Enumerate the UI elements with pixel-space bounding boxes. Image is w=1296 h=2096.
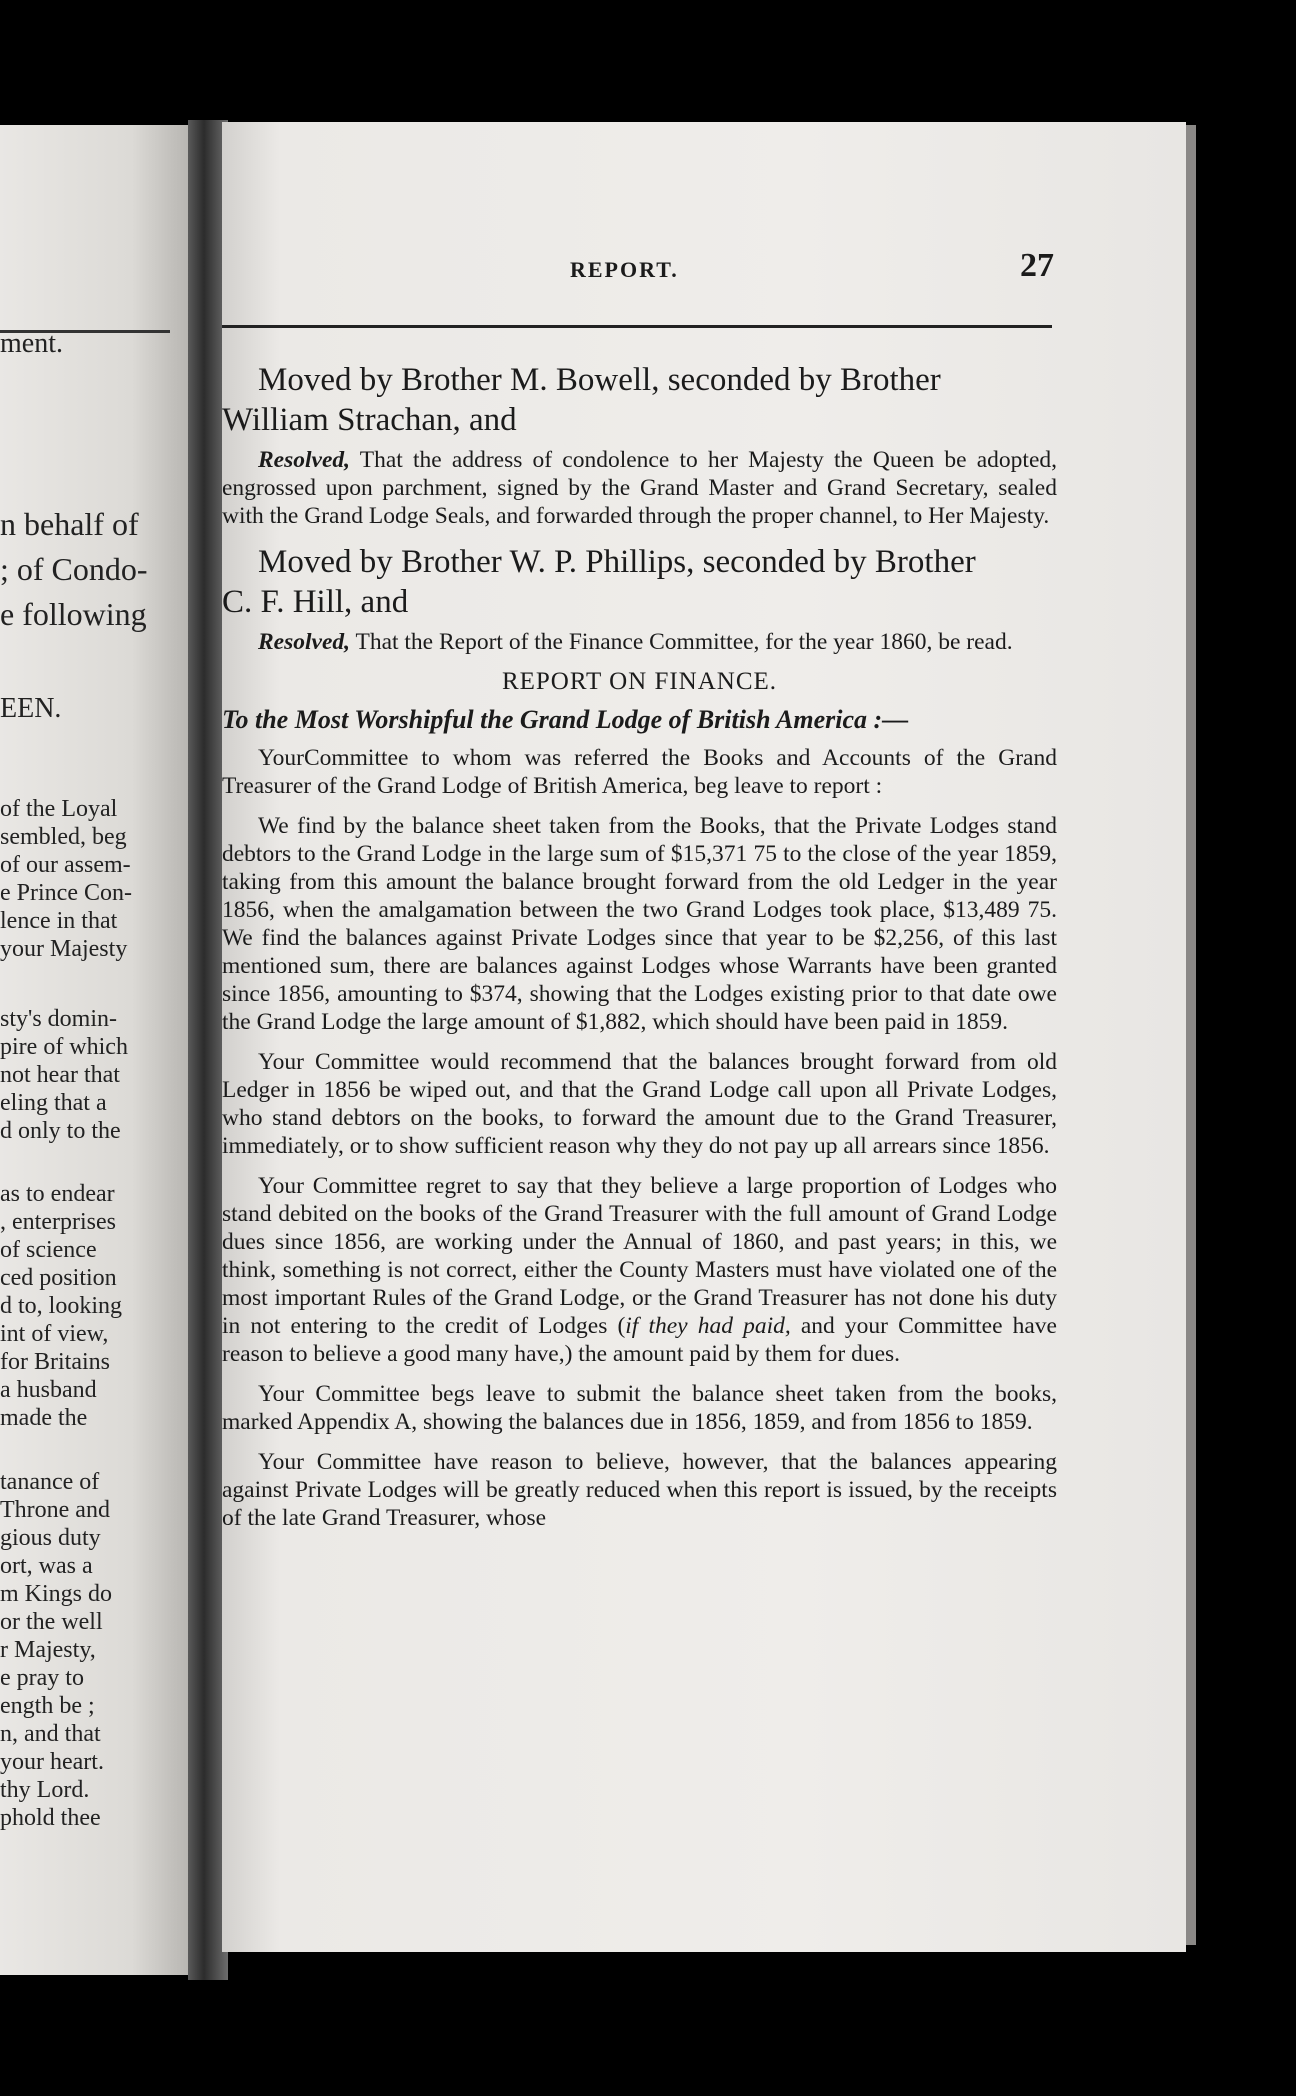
resolution-1-label: Resolved, [258, 447, 351, 473]
left-page-line: n, and that [0, 1721, 101, 1747]
motion-2 [222, 542, 1057, 622]
report-address: To the Most Worshipful the Grand Lodge of British America :— [222, 705, 909, 734]
left-page-line: your heart. [0, 1749, 104, 1775]
motion-2-line-1: Moved by Brother W. P. Phillips, seconded by Brother [258, 544, 976, 580]
left-page-line: sembled, beg [0, 824, 127, 850]
left-page-line: made the [0, 1405, 88, 1431]
paragraph-2: We find by the balance sheet taken from the Books, that the Private Lodges stand debtors to the Grand Lodge in the large sum of $15,371 75 to the close of the year 1859, taking from this amount the balance brought forward from the old Ledger in the year 1856, when the amalgamation between the two Grand Lodges took place, $13,489 75. We find the balances against Private Lodges since that year to be $2,256, of this last mentioned sum, there are balances against Lodges whose Warrants have been granted since 1856, amounting to $374, showing that the Lodges existing prior to that date owe the Grand Lodge the large amount of $1,882, which should have been paid in 1859. [222, 813, 1057, 1035]
left-page-line: , enterprises [0, 1209, 116, 1235]
left-page-line: ; of Condo- [0, 551, 148, 587]
header-rule [222, 325, 1052, 328]
left-page-line: gious duty [0, 1525, 101, 1551]
left-page-line: d to, looking [0, 1293, 123, 1319]
paragraph-4-emphasis: if they had paid, [625, 1313, 791, 1339]
left-page-line: or the well [0, 1609, 103, 1635]
left-page-line: Throne and [0, 1497, 110, 1523]
motion-1-line-1: Moved by Brother M. Bowell, seconded by Brother [258, 362, 941, 398]
right-page [222, 122, 1186, 1952]
left-page-line: EEN. [0, 693, 62, 724]
left-page-line: eling that a [0, 1090, 107, 1116]
motion-1 [222, 360, 1057, 440]
left-page-line: lence in that [0, 908, 118, 934]
left-page-line: n behalf of [0, 506, 139, 542]
left-page-line: as to endear [0, 1181, 115, 1207]
report-title: REPORT ON FINANCE. [501, 668, 778, 695]
page-number: 27 [1020, 247, 1054, 284]
left-page-line: thy Lord. [0, 1777, 90, 1803]
left-page-line: e Prince Con- [0, 880, 132, 906]
left-page-line: pire of which [0, 1034, 128, 1060]
resolution-2-text: That the Report of the Finance Committee, for the year 1860, be read. [350, 629, 1013, 655]
left-page-line: ced position [0, 1265, 117, 1291]
left-page-line: of science [0, 1237, 97, 1263]
resolution-1-text: That the address of condolence to her Majesty the Queen be adopted, engrossed upon parchment, signed by the Grand Master and Grand Secretary, sealed with the Grand Lodge Seals, and forwarded through the proper channel, to Her Majesty. [222, 447, 1057, 529]
paragraph-4-part-a: Your Committee regret to say that they believe a large proportion of Lodges who stand debited on the books of the Grand Treasurer with the full amount of Grand Lodge dues since 1856, are working under the Annual of 1860, and past years; in this, we think, something is not correct, either the County Masters must have violated one of the most important Rules of the Grand Lodge, or the Grand Treasurer has not done his duty in not entering to the credit of Lodges ( [222, 1173, 1057, 1339]
left-page-line: not hear that [0, 1062, 120, 1088]
left-page-line: your Majesty [0, 936, 128, 962]
left-page-line: for Britains [0, 1349, 110, 1375]
paragraph-6: Your Committee have reason to believe, however, that the balances appearing against Private Lodges will be greatly reduced when this report is issued, by the receipts of the late Grand Treasurer, whose [222, 1449, 1057, 1531]
left-page-line: d only to the [0, 1118, 121, 1144]
left-page-line: m Kings do [0, 1581, 113, 1607]
left-page-line: ort, was a [0, 1553, 93, 1579]
left-page-line: r Majesty, [0, 1637, 96, 1663]
left-page-line: sty's domin- [0, 1006, 117, 1032]
resolution-2-label: Resolved, [258, 629, 351, 655]
paragraph-1: YourCommittee to whom was referred the Books and Accounts of the Grand Treasurer of the Grand Lodge of British America, beg leave to report : [222, 745, 1057, 799]
left-page-line: ength be ; [0, 1693, 95, 1719]
running-head: REPORT. [570, 257, 679, 282]
paragraph-3: Your Committee would recommend that the balances brought forward from old Ledger in 1856 be wiped out, and that the Grand Lodge call upon all Private Lodges, who stand debtors on the books, to forward the amount due to the Grand Treasurer, immediately, or to show sufficient reason why they do not pay up all arrears since 1856. [222, 1049, 1057, 1159]
page-edge [1186, 125, 1196, 1945]
left-page-line: int of view, [0, 1321, 109, 1347]
left-page-line: of the Loyal [0, 796, 118, 822]
left-page-line: e pray to [0, 1665, 84, 1691]
paragraph-5: Your Committee begs leave to submit the balance sheet taken from the books, marked Appendix A, showing the balances due in 1856, 1859, and from 1856 to 1859. [222, 1381, 1057, 1435]
left-page-line: phold thee [0, 1805, 101, 1831]
left-page-line: of our assem- [0, 852, 131, 878]
resolution-1 [222, 446, 1057, 530]
paragraph-4 [222, 1172, 1057, 1368]
motion-1-line-2: William Strachan, and [222, 402, 517, 438]
left-page-line: e following [0, 596, 147, 632]
resolution-2 [222, 628, 1057, 656]
page-body [222, 360, 1057, 1544]
left-page-line: tanance of [0, 1469, 100, 1495]
motion-2-line-2: C. F. Hill, and [222, 584, 409, 620]
left-page-line: ment. [0, 328, 63, 359]
left-page-line: a husband [0, 1377, 97, 1403]
paragraph-4-part-b: and your Committee have reason to believe a good many have,) the amount paid by them for dues. [222, 1313, 1057, 1367]
left-page-fragment [0, 125, 188, 1975]
